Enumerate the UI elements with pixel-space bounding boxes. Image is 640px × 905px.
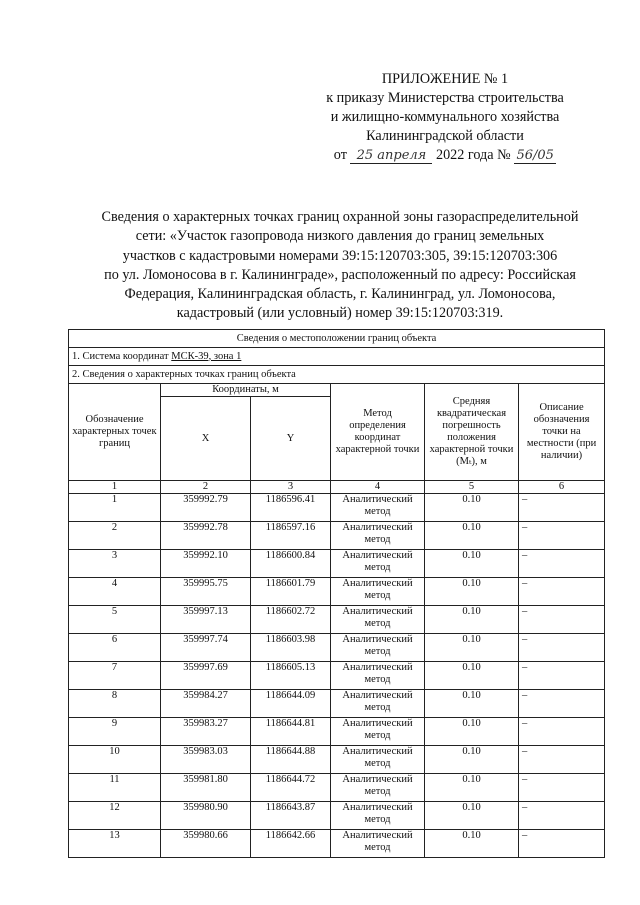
description-cell: – [519, 578, 605, 606]
column-number: 6 [519, 481, 605, 494]
coord-y: 1186605.13 [251, 662, 331, 690]
col-header-point: Обозначение характерных точек границ [69, 384, 161, 481]
coord-x: 359992.79 [161, 494, 251, 522]
table-row [69, 718, 605, 746]
method-cell: Аналитический метод [331, 690, 425, 718]
boundary-points-table [68, 329, 605, 858]
table-row [69, 690, 605, 718]
appendix-title: ПРИЛОЖЕНИЕ № 1 [381, 71, 509, 87]
description-cell: – [519, 550, 605, 578]
col-header-x: X [161, 397, 251, 481]
order-date-line [300, 146, 590, 165]
error-cell: 0.10 [425, 774, 519, 802]
point-number: 1 [69, 494, 161, 522]
table-row [69, 830, 605, 858]
error-cell: 0.10 [425, 830, 519, 858]
description-cell: – [519, 802, 605, 830]
error-cell: 0.10 [425, 578, 519, 606]
table-row [69, 606, 605, 634]
method-cell: Аналитический метод [331, 802, 425, 830]
coord-x: 359984.27 [161, 690, 251, 718]
coord-x: 359981.80 [161, 774, 251, 802]
method-cell: Аналитический метод [331, 522, 425, 550]
coord-x: 359980.90 [161, 802, 251, 830]
description-cell: – [519, 746, 605, 774]
coord-y: 1186644.88 [251, 746, 331, 774]
description-cell: – [519, 634, 605, 662]
order-line-3: Калининградской области [366, 128, 524, 144]
column-number: 3 [251, 481, 331, 494]
coord-y: 1186642.66 [251, 830, 331, 858]
point-number: 8 [69, 690, 161, 718]
coord-y: 1186644.81 [251, 718, 331, 746]
coord-x: 359995.75 [161, 578, 251, 606]
method-cell: Аналитический метод [331, 718, 425, 746]
coord-y: 1186596.41 [251, 494, 331, 522]
description-cell: – [519, 522, 605, 550]
point-number: 2 [69, 522, 161, 550]
column-number: 1 [69, 481, 161, 494]
column-number: 5 [425, 481, 519, 494]
error-cell: 0.10 [425, 634, 519, 662]
coord-y: 1186603.98 [251, 634, 331, 662]
order-line-2: и жилищно-коммунального хозяйства [330, 109, 560, 125]
coord-x: 359992.10 [161, 550, 251, 578]
description-cell: – [519, 690, 605, 718]
description-cell: – [519, 494, 605, 522]
title-line-1: Сведения о характерных точках границ охранной зоны газораспределительной [101, 209, 579, 225]
point-number: 5 [69, 606, 161, 634]
error-cell: 0.10 [425, 718, 519, 746]
coord-x: 359992.78 [161, 522, 251, 550]
method-cell: Аналитический метод [331, 578, 425, 606]
method-cell: Аналитический метод [331, 634, 425, 662]
error-cell: 0.10 [425, 606, 519, 634]
coord-x: 359997.74 [161, 634, 251, 662]
coord-y: 1186601.79 [251, 578, 331, 606]
year-text: 2022 года № [435, 147, 511, 163]
description-cell: – [519, 830, 605, 858]
point-number: 7 [69, 662, 161, 690]
coordinate-system-row [69, 348, 605, 366]
description-cell: – [519, 662, 605, 690]
description-cell: – [519, 774, 605, 802]
handwritten-date: 25 апреля [350, 148, 432, 164]
error-cell: 0.10 [425, 522, 519, 550]
point-number: 10 [69, 746, 161, 774]
col-header-method: Метод определения координат характерной точки [331, 384, 425, 481]
title-line-5: Федерация, Калининградская область, г. Калининград, ул. Ломоносова, [124, 286, 556, 303]
table-row [69, 494, 605, 522]
coordinate-system-label: 1. Система координат [72, 350, 172, 362]
table-row [69, 746, 605, 774]
date-prefix: от [333, 147, 347, 163]
col-header-error: Средняя квадратическая погрешность положения характерной точки (Mₜ), м [425, 384, 519, 481]
method-cell: Аналитический метод [331, 606, 425, 634]
description-cell: – [519, 606, 605, 634]
title-line-2: сети: «Участок газопровода низкого давления до границ земельных [135, 228, 545, 245]
coord-x: 359983.03 [161, 746, 251, 774]
points-section-title: 2. Сведения о характерных точках границ объекта [69, 366, 605, 384]
table-row [69, 522, 605, 550]
point-number: 12 [69, 802, 161, 830]
title-line-3: участков с кадастровыми номерами 39:15:120703:305, 39:15:120703:306 [122, 247, 558, 264]
method-cell: Аналитический метод [331, 550, 425, 578]
title-line-4: по ул. Ломоносова в г. Калининграде», расположенный по адресу: Российская [104, 266, 576, 283]
error-cell: 0.10 [425, 802, 519, 830]
column-number-row [69, 481, 605, 494]
handwritten-number: 56/05 [514, 148, 556, 164]
coord-y: 1186600.84 [251, 550, 331, 578]
table-caption: Сведения о местоположении границ объекта [69, 330, 605, 348]
point-number: 4 [69, 578, 161, 606]
coord-y: 1186644.72 [251, 774, 331, 802]
col-header-coords: Координаты, м [161, 384, 331, 397]
error-cell: 0.10 [425, 494, 519, 522]
error-cell: 0.10 [425, 746, 519, 774]
coord-x: 359997.13 [161, 606, 251, 634]
table-row [69, 662, 605, 690]
table-row [69, 578, 605, 606]
method-cell: Аналитический метод [331, 494, 425, 522]
coord-x: 359997.69 [161, 662, 251, 690]
point-number: 6 [69, 634, 161, 662]
coord-x: 359983.27 [161, 718, 251, 746]
appendix-header [300, 70, 590, 165]
method-cell: Аналитический метод [331, 774, 425, 802]
column-number: 2 [161, 481, 251, 494]
coordinate-system-value: МСК-39, зона 1 [171, 350, 242, 362]
col-header-y: Y [251, 397, 331, 481]
title-line-6: кадастровый (или условный) номер 39:15:120703:319. [176, 305, 504, 322]
document-title [70, 208, 610, 324]
table-row [69, 802, 605, 830]
method-cell: Аналитический метод [331, 662, 425, 690]
table-row [69, 774, 605, 802]
method-cell: Аналитический метод [331, 746, 425, 774]
method-cell: Аналитический метод [331, 830, 425, 858]
description-cell: – [519, 718, 605, 746]
coord-x: 359980.66 [161, 830, 251, 858]
error-cell: 0.10 [425, 550, 519, 578]
point-number: 3 [69, 550, 161, 578]
point-number: 11 [69, 774, 161, 802]
col-header-description: Описание обозначения точки на местности (при наличии) [519, 384, 605, 481]
order-line-1: к приказу Министерства строительства [326, 90, 564, 106]
coord-y: 1186602.72 [251, 606, 331, 634]
error-cell: 0.10 [425, 690, 519, 718]
point-number: 13 [69, 830, 161, 858]
table-row [69, 634, 605, 662]
coord-y: 1186643.87 [251, 802, 331, 830]
error-cell: 0.10 [425, 662, 519, 690]
coord-y: 1186644.09 [251, 690, 331, 718]
table-row [69, 550, 605, 578]
point-number: 9 [69, 718, 161, 746]
coord-y: 1186597.16 [251, 522, 331, 550]
column-number: 4 [331, 481, 425, 494]
